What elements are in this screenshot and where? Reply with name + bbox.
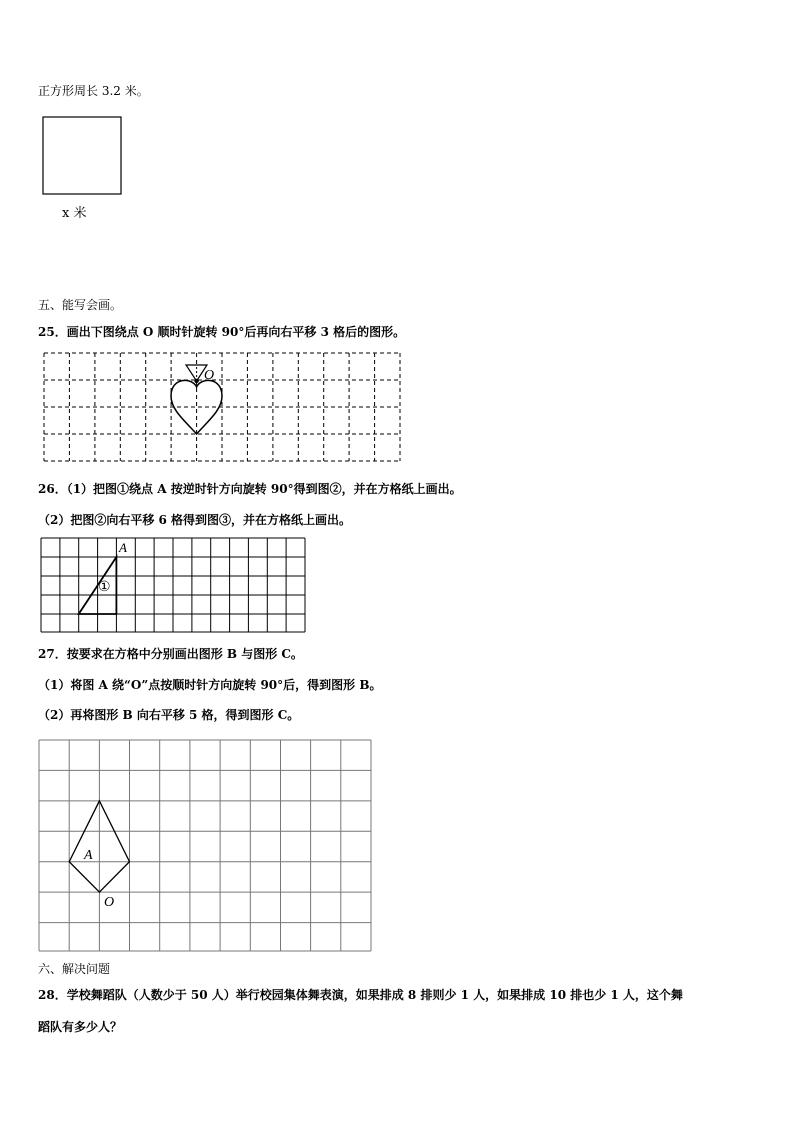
figure-1-label: ① <box>98 580 111 595</box>
question-25: 25．画出下图绕点 O 顺时针旋转 90°后再向右平移 3 格后的图形。 <box>38 325 406 339</box>
dashed-grid <box>44 353 400 461</box>
rotation-point-o <box>194 379 198 383</box>
heart-grid-figure <box>40 350 406 465</box>
question-28-line-1: 28．学校舞蹈队（人数少于 50 人）举行校园集体舞表演，如果排成 8 排则少 1 人，如果排成 10 排也少 1 人，这个舞 <box>38 988 683 1002</box>
question-26-part-1: 26．（1）把图①绕点 A 按逆时针方向旋转 90°得到图②，并在方格纸上画出。 <box>38 482 462 496</box>
square-side-label: x 米 <box>62 206 87 221</box>
section-5-heading: 五、能写会画。 <box>38 298 123 312</box>
point-o-label: O <box>204 368 215 383</box>
point-o-label-27: O <box>104 895 115 910</box>
question-27-part-1: （1）将图 A 绕“O”点按顺时针方向旋转 90°后，得到图形 B。 <box>38 678 382 692</box>
solid-grid <box>41 538 305 632</box>
point-a-label: A <box>119 540 127 555</box>
question-28-line-2: 蹈队有多少人？ <box>38 1020 123 1034</box>
square-shape <box>43 117 121 194</box>
kite-a-label: A <box>84 848 93 863</box>
square-figure <box>40 114 126 198</box>
grey-grid <box>39 740 371 951</box>
question-26-part-2: （2）把图②向右平移 6 格得到图③，并在方格纸上画出。 <box>38 513 352 527</box>
kite-grid-figure <box>36 737 376 955</box>
question-27: 27．按要求在方格中分别画出图形 B 与图形 C。 <box>38 647 303 661</box>
square-perimeter-text: 正方形周长 3.2 米。 <box>38 84 149 98</box>
section-6-heading: 六、解决问题 <box>38 962 111 976</box>
triangle-grid-figure <box>38 534 310 636</box>
question-27-part-2: （2）再将图形 B 向右平移 5 格，得到图形 C。 <box>38 708 300 722</box>
